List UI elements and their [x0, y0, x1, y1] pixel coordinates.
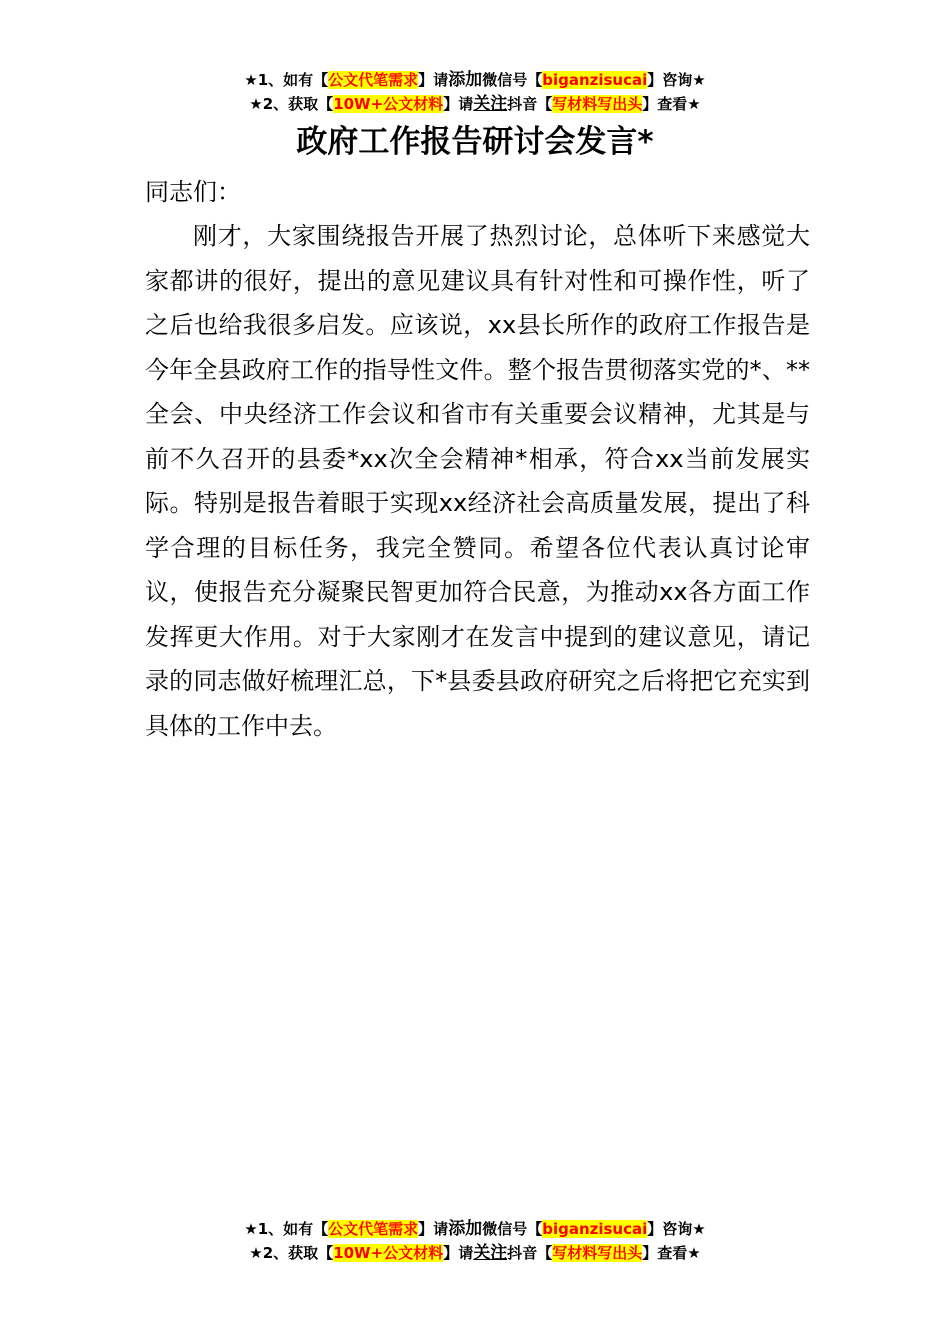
promo-highlight-service: 公文代笔需求 [328, 71, 419, 89]
bottom-promo-banner [0, 1217, 950, 1265]
greeting: 同志们： [145, 178, 241, 206]
promo-line-1-prefix: ★1、如有【 [244, 71, 329, 89]
promo-line-2 [0, 92, 950, 116]
promo-line-2-suffix: 】查看★ [642, 1244, 701, 1262]
document-title: 政府工作报告研讨会发言* [296, 124, 654, 160]
promo-line-1-prefix: ★1、如有【 [244, 1220, 329, 1238]
promo-line-1-text-2: 微信号【 [482, 71, 543, 89]
promo-highlight-wechat-id: biganzisucai [542, 71, 648, 89]
promo-emphasis-follow: 关注 [473, 94, 508, 114]
promo-line-1-suffix: 】咨询★ [647, 1220, 706, 1238]
promo-highlight-materials: 10W+公文材料 [333, 1244, 444, 1262]
promo-line-2-suffix: 】查看★ [642, 95, 701, 113]
promo-line-1-text: 】请 [418, 1220, 449, 1238]
promo-line-1-suffix: 】咨询★ [647, 71, 706, 89]
promo-line-2-prefix: ★2、获取【 [249, 1244, 334, 1262]
promo-highlight-wechat-id: biganzisucai [542, 1220, 648, 1238]
promo-highlight-douyin-account: 写材料写出头 [552, 1244, 643, 1262]
promo-emphasis-add: 添加 [448, 70, 483, 90]
promo-emphasis-add: 添加 [448, 1219, 483, 1239]
promo-emphasis-follow: 关注 [473, 1243, 508, 1263]
promo-line-2-text: 】请 [443, 1244, 474, 1262]
promo-line-1 [0, 68, 950, 92]
promo-highlight-service: 公文代笔需求 [328, 1220, 419, 1238]
promo-line-1-text-2: 微信号【 [482, 1220, 543, 1238]
promo-line-2-text: 】请 [443, 95, 474, 113]
promo-line-2 [0, 1241, 950, 1265]
promo-line-2-text-2: 抖音【 [507, 95, 553, 113]
top-promo-banner [0, 68, 950, 116]
promo-highlight-materials: 10W+公文材料 [333, 95, 444, 113]
promo-line-2-text-2: 抖音【 [507, 1244, 553, 1262]
promo-line-1-text: 】请 [418, 71, 449, 89]
promo-line-2-prefix: ★2、获取【 [249, 95, 334, 113]
promo-line-1 [0, 1217, 950, 1241]
body-paragraph: 刚才，大家围绕报告开展了热烈讨论，总体听下来感觉大家都讲的很好，提出的意见建议具有针对性和可操作性，听了之后也给我很多启发。应该说，xx县长所作的政府工作报告是今年全县政府工作的指导性文件。整个报告贯彻落实党的*、**全会、中央经济工作会议和省市有关重要会议精神，尤其是与前不久召开的县委*xx次全会精神*相承，符合xx当前发展实际。特别是报告着眼于实现xx经济社会高质量发展，提出了科学合理的目标任务，我完全赞同。希望各位代表认真讨论审议，使报告充分凝聚民智更加符合民意，为推动xx各方面工作发挥更大作用。对于大家刚才在发言中提到的建议意见，请记录的同志做好梳理汇总，下*县委县政府研究之后将把它充实到具体的工作中去。 [145, 222, 810, 740]
promo-highlight-douyin-account: 写材料写出头 [552, 95, 643, 113]
